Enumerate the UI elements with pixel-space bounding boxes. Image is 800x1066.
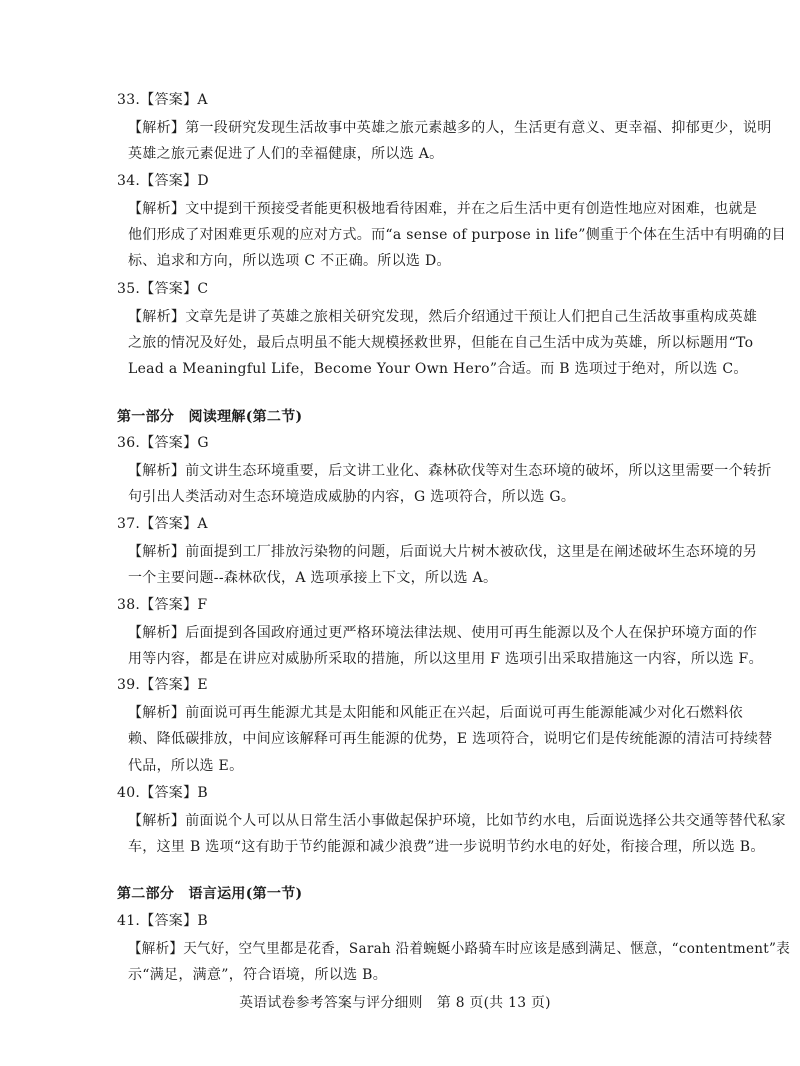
analysis-36-line-1: 【解析】前文讲生态环境重要，后文讲工业化、森林砍伐等对生态环境的破坏，所以这里需要一个转折: [128, 463, 772, 479]
answer-33: 33.【答案】A: [117, 92, 208, 108]
section-heading-reading: 第一部分 阅读理解(第二节): [117, 409, 303, 425]
analysis-35-line-1: 【解析】文章先是讲了英雄之旅相关研究发现，然后介绍通过干预让人们把自己生活故事重构成英雄: [128, 309, 758, 325]
answer-37: 37.【答案】A: [117, 516, 208, 532]
analysis-34-line-2: 他们形成了对困难更乐观的应对方式。而“a sense of purpose in life”侧重于个体在生活中有明确的目: [128, 227, 786, 243]
analysis-33-line-2: 英雄之旅元素促进了人们的幸福健康，所以选 A。: [128, 146, 444, 162]
analysis-33-line-1: 【解析】第一段研究发现生活故事中英雄之旅元素越多的人，生活更有意义、更幸福、抑郁更少，说明: [128, 120, 772, 136]
analysis-40-line-2: 车，这里 B 选项“这有助于节约能源和减少浪费”进一步说明节约水电的好处，衔接合理，所以选 B。: [128, 839, 765, 855]
analysis-36-line-2: 句引出人类活动对生态环境造成威胁的内容，G 选项符合，所以选 G。: [128, 489, 576, 505]
answer-34: 34.【答案】D: [117, 173, 209, 189]
analysis-37-line-2: 一个主要问题--森林砍伐，A 选项承接上下文，所以选 A。: [128, 570, 498, 586]
answer-38: 38.【答案】F: [117, 597, 208, 613]
analysis-41-line-1: 【解析】天气好，空气里都是花香，Sarah 沿着蜿蜒小路骑车时应该是感到满足、惬意，“contentment”表: [128, 941, 791, 957]
analysis-35-line-3: Lead a Meaningful Life，Become Your Own Hero”合适。而 B 选项过于绝对，所以选 C。: [128, 361, 748, 377]
analysis-37-line-1: 【解析】前面提到工厂排放污染物的问题，后面说大片树木被砍伐，这里是在阐述破坏生态环境的另: [128, 544, 758, 560]
analysis-39-line-3: 代品，所以选 E。: [128, 758, 244, 774]
answer-39: 39.【答案】E: [117, 677, 208, 693]
section-heading-language: 第二部分 语言运用(第一节): [117, 886, 303, 902]
answer-35: 35.【答案】C: [117, 281, 209, 297]
analysis-41-line-2: 示“满足，满意”，符合语境，所以选 B。: [128, 967, 388, 983]
answer-40: 40.【答案】B: [117, 785, 208, 801]
analysis-40-line-1: 【解析】前面说个人可以从日常生活小事做起保护环境，比如节约水电，后面说选择公共交通等替代私家: [128, 813, 786, 829]
analysis-35-line-2: 之旅的情况及好处，最后点明虽不能大规模拯救世界，但能在自己生活中成为英雄，所以标题用“To: [128, 335, 754, 351]
answer-41: 41.【答案】B: [117, 913, 208, 929]
page-footer: 英语试卷参考答案与评分细则 第 8 页(共 13 页): [239, 995, 551, 1011]
analysis-34-line-3: 标、追求和方向，所以选项 C 不正确。所以选 D。: [128, 253, 451, 269]
analysis-38-line-2: 用等内容，都是在讲应对威胁所采取的措施，所以这里用 F 选项引出采取措施这一内容，所以选 F。: [128, 651, 763, 667]
answer-36: 36.【答案】G: [117, 435, 209, 451]
analysis-38-line-1: 【解析】后面提到各国政府通过更严格环境法律法规、使用可再生能源以及个人在保护环境方面的作: [128, 625, 758, 641]
analysis-39-line-2: 赖、降低碳排放，中间应该解释可再生能源的优势，E 选项符合，说明它们是传统能源的清洁可持续替: [128, 731, 773, 747]
analysis-34-line-1: 【解析】文中提到干预接受者能更积极地看待困难，并在之后生活中更有创造性地应对困难，也就是: [128, 201, 758, 217]
analysis-39-line-1: 【解析】前面说可再生能源尤其是太阳能和风能正在兴起，后面说可再生能源能减少对化石燃料依: [128, 705, 743, 721]
